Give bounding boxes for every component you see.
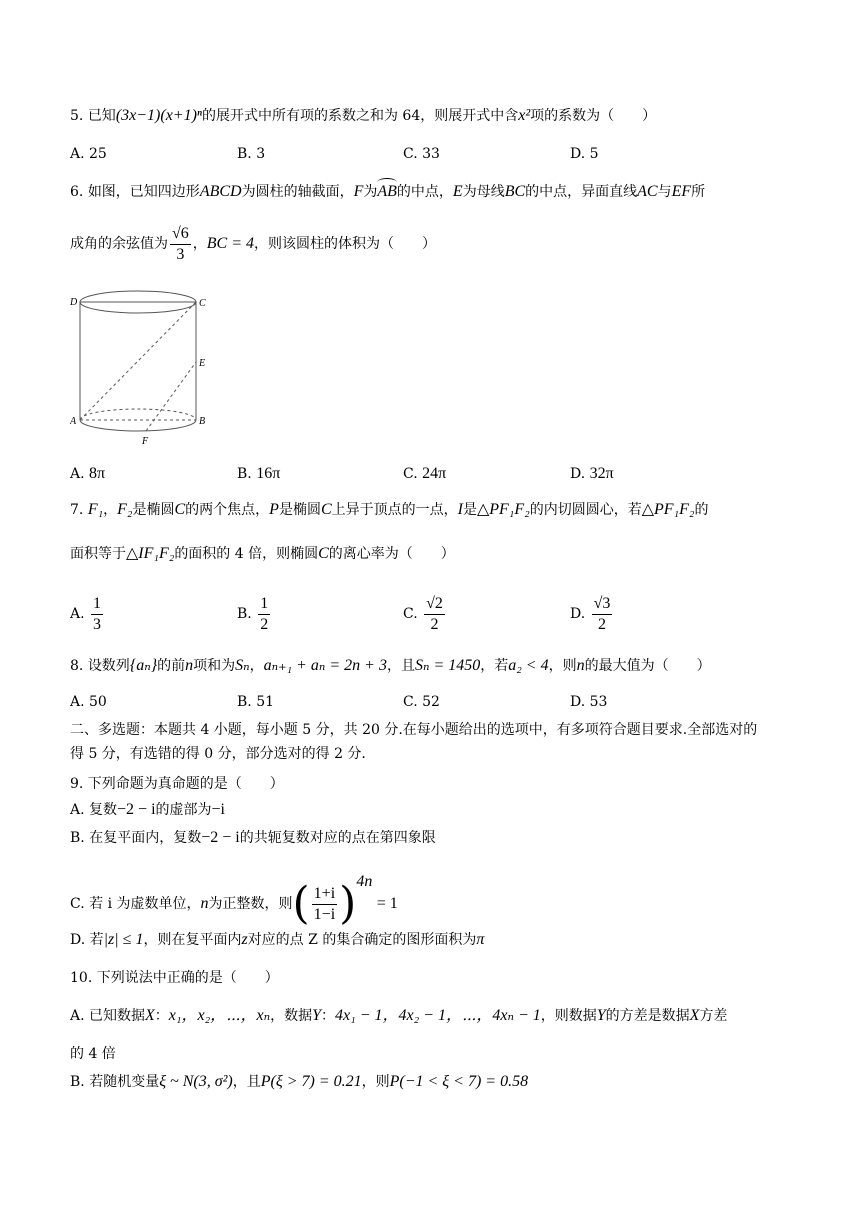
q10-stem: 10. 下列说法中正确的是（ ） (70, 970, 279, 986)
section-heading-line2: 得 5 分，有选错的得 0 分，部分选对的得 2 分. (70, 746, 366, 762)
q5-option-b: B. 3 (237, 146, 266, 162)
q6-stem-line1: 6. 如图，已知四边形ABCD为圆柱的轴截面，F为AB的中点，E为母线BC的中点，异面直线AC与EF所 (70, 183, 706, 200)
q8-option-d: D. 53 (570, 694, 608, 710)
q7-option-d: D. $\frac{√3}{2}$ (570, 594, 611, 633)
q5-option-a: A. 25 (70, 146, 107, 162)
q9-option-d: D. 若|z| ≤ 1，则在复平面内z对应的点 Z 的集合确定的图形面积为π (70, 931, 485, 948)
fraction-sqrt6-over-3: $\frac{√6}{3}$ (172, 224, 189, 263)
q6-option-b: B. 16π (237, 465, 281, 482)
q7-stem-line1: 7. F₁，F₂是椭圆C的两个焦点，P是椭圆C上异于顶点的一点，I是△PF₁F₂的内切圆圆心，若△PF₁F₂的 (70, 501, 709, 518)
label-c: C (199, 298, 206, 309)
q8-option-a: A. 50 (70, 694, 107, 710)
q7-stem-line2: 面积等于△IF₁F₂的面积的 4 倍，则椭圆C的离心率为（ ） (70, 545, 455, 562)
q8-stem: 8. 设数列{aₙ}的前n项和为Sₙ，aₙ₊₁ + aₙ = 2n + 3，且Sₙ = 1450，若a₂ < 4，则n的最大值为（ ） (70, 657, 711, 674)
q9-option-a: A. 复数−2 − i的虚部为−i (70, 801, 225, 818)
q7-option-a: A. $\frac{1}{3}$ (70, 594, 102, 633)
q10-option-b: B. 若随机变量ξ ~ N(3, σ²)，且P(ξ > 7) = 0.21，则P(−1 < ξ < 7) = 0.58 (70, 1073, 529, 1090)
q5-option-c: C. 33 (403, 146, 440, 162)
label-b: B (199, 416, 206, 427)
q9-option-c: C. 若 i 为虚数单位，n为正整数，则( $\frac{1+i}{1-i}$ )$^{4n}$ = 1 (70, 873, 398, 929)
label-e: E (199, 358, 206, 369)
q6-option-a: A. 8π (70, 465, 106, 482)
q9-stem: 9. 下列命题为真命题的是（ ） (70, 776, 284, 792)
q7-option-b: B. $\frac{1}{2}$ (237, 594, 269, 633)
label-a: A (70, 416, 77, 427)
q8-option-b: B. 51 (237, 694, 275, 710)
q6-option-c: C. 24π (403, 465, 447, 482)
q5-option-d: D. 5 (570, 146, 599, 162)
label-d: D (70, 297, 78, 308)
cylinder-figure (70, 290, 220, 450)
q5-stem: 5. 已知(3x−1)(x+1)ⁿ的展开式中所有项的系数之和为 64，则展开式中含x²项的系数为（ ） (70, 107, 657, 124)
q7-option-c: C. $\frac{√2}{2}$ (403, 594, 443, 633)
q9-option-b: B. 在复平面内，复数−2 − i的共轭复数对应的点在第四象限 (70, 829, 436, 846)
q8-option-c: C. 52 (403, 694, 440, 710)
label-f: F (142, 436, 149, 447)
q6-option-d: D. 32π (570, 465, 614, 482)
section-heading-line1: 二、多选题：本题共 4 小题，每小题 5 分，共 20 分.在每小题给出的选项中，有多项符合题目要求.全部选对的 (70, 722, 758, 738)
q6-stem-line2: 成角的余弦值为 $\frac{√6}{3}$ ，BC = 4，则该圆柱的体积为（ ） (70, 224, 437, 263)
q10-option-a-line1: A. 已知数据X：x₁，x₂，⋯，xₙ，数据Y：4x₁ − 1，4x₂ − 1，⋯，4xₙ − 1，则数据Y的方差是数据X方差 (70, 1007, 728, 1024)
arc-ab: AB (377, 183, 397, 200)
q10-option-a-line2: 的 4 倍 (70, 1046, 116, 1062)
